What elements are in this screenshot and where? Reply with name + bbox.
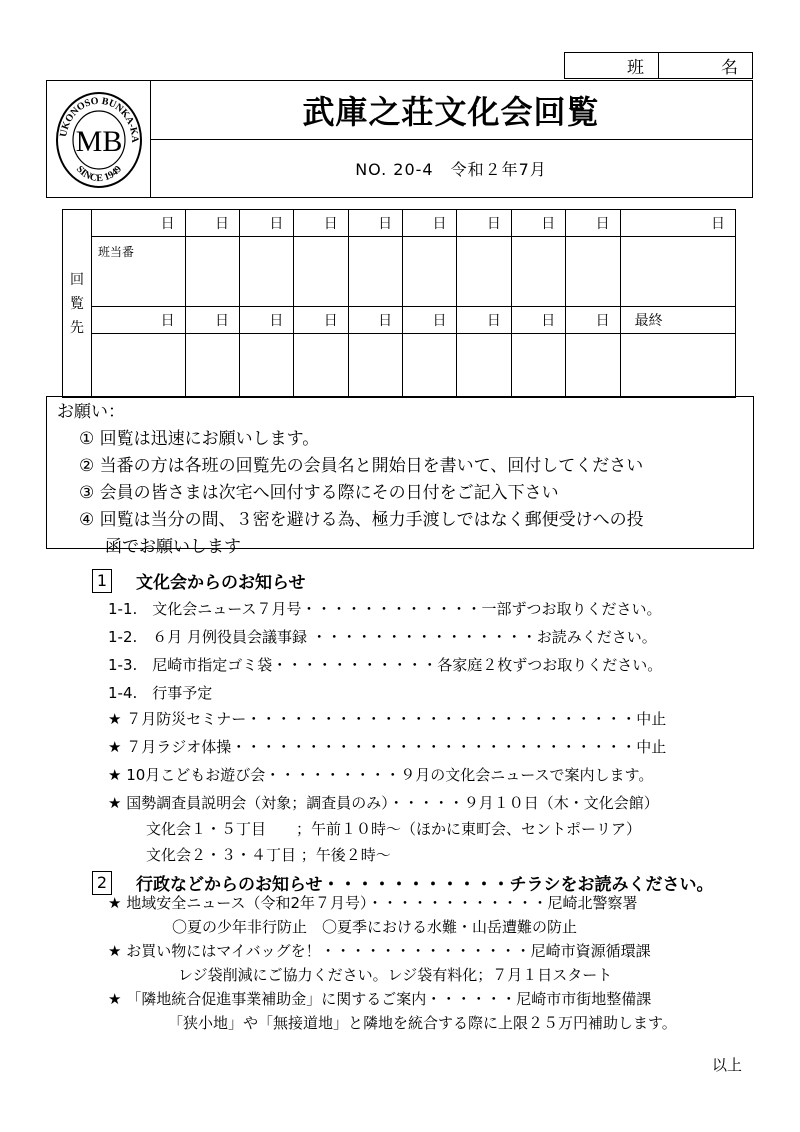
date-cell: 日 xyxy=(511,307,565,334)
request-item-continued: 函でお願いします xyxy=(105,537,241,557)
date-cell: 日 xyxy=(92,307,186,334)
notice-line: ★ 10月こどもお遊び会・・・・・・・・・９月の文化会ニュースで案内します。 xyxy=(108,766,654,784)
date-cell: 日 xyxy=(620,210,735,237)
request-item: ④ 回覧は当分の間、３密を避ける為、極力手渡しではなく郵便受けへの投 xyxy=(79,510,644,530)
member-cell xyxy=(185,334,239,398)
logo-since-text: SINCE 1949 xyxy=(73,163,125,185)
closing-text: 以上 xyxy=(712,1056,743,1074)
notice-line: ★ お買い物にはマイバッグを！・・・・・・・・・・・・・・尼崎市資源循環課 xyxy=(108,942,651,960)
section2-number: 2 xyxy=(92,871,112,895)
notice-line: 1-3. 尼崎市指定ゴミ袋・・・・・・・・・・・各家庭２枚ずつお取りください。 xyxy=(108,656,663,674)
member-cell xyxy=(457,237,511,307)
member-cell xyxy=(185,237,239,307)
date-cell: 日 xyxy=(403,307,457,334)
duty-cell: 班当番 xyxy=(92,237,186,307)
notice-line: 1-2. ６月 月例役員会議事録 ・・・・・・・・・・・・・・・お読みください。 xyxy=(108,628,657,646)
section1-title: 文化会からのお知らせ xyxy=(136,573,306,593)
member-cell xyxy=(348,237,402,307)
notice-line: 1-1. 文化会ニュース７月号・・・・・・・・・・・・一部ずつお取りください。 xyxy=(108,600,662,618)
date-cell: 日 xyxy=(185,210,239,237)
header-box xyxy=(46,80,753,198)
date-cell: 日 xyxy=(457,307,511,334)
date-cell: 日 xyxy=(566,307,620,334)
member-cell xyxy=(294,237,348,307)
notice-line: 文化会１・５丁目 ；午前１０時～（ほかに東町会、セントポーリア） xyxy=(146,820,642,838)
requests-box xyxy=(46,396,754,557)
notice-line: 文化会２・３・４丁目 ；午後２時～ xyxy=(146,846,391,864)
member-cell xyxy=(239,334,293,398)
date-cell: 日 xyxy=(239,307,293,334)
date-cell: 日 xyxy=(294,210,348,237)
logo-ring-text: UKONOSO BUNKA-KA xyxy=(58,95,141,143)
notice-line: ★ ７月ラジオ体操・・・・・・・・・・・・・・・・・・・・・・・・・・・中止 xyxy=(108,738,667,756)
logo-cell xyxy=(47,81,151,197)
section1-number: 1 xyxy=(92,569,112,593)
member-cell xyxy=(620,237,735,307)
date-cell: 日 xyxy=(348,307,402,334)
member-cell xyxy=(403,334,457,398)
notice-line: ★ 「隣地統合促進事業補助金」に関するご案内・・・・・・尼崎市市街地整備課 xyxy=(108,990,652,1008)
mb-logo xyxy=(47,81,150,197)
member-cell xyxy=(348,334,402,398)
member-cell xyxy=(457,334,511,398)
member-cell xyxy=(566,237,620,307)
date-cell: 日 xyxy=(185,307,239,334)
group-label: 班 xyxy=(565,53,659,78)
request-item: ① 回覧は迅速にお願いします。 xyxy=(79,429,320,449)
member-cell xyxy=(620,334,735,398)
date-cell: 日 xyxy=(294,307,348,334)
notice-line: ★ ７月防災セミナー・・・・・・・・・・・・・・・・・・・・・・・・・・中止 xyxy=(108,710,667,728)
final-cell: 最終 xyxy=(620,307,735,334)
date-cell: 日 xyxy=(92,210,186,237)
circulation-side-label: 回 覧 先 xyxy=(63,210,92,398)
date-cell: 日 xyxy=(457,210,511,237)
date-cell: 日 xyxy=(239,210,293,237)
request-item: ③ 会員の皆さまは次宅へ回付する際にその日付をご記入下さい xyxy=(79,483,559,503)
svg-text:SINCE 1949 xyxy=(74,164,124,184)
page-title: 武庫之荘文化会回覧 xyxy=(150,81,752,140)
notice-line: ★ 国勢調査員説明会（対象；調査員のみ）・・・・・９月１０日（木・文化会館） xyxy=(108,794,659,812)
date-cell: 日 xyxy=(403,210,457,237)
requests-title: お願い： xyxy=(57,402,125,422)
member-cell xyxy=(511,237,565,307)
notice-line: 〇夏の少年非行防止 〇夏季における水難・山岳遭難の防止 xyxy=(172,918,578,936)
notice-line: ★ 地域安全ニュース（令和2年７月号）・・・・・・・・・・・・尼崎北警察署 xyxy=(108,894,638,912)
member-cell xyxy=(92,334,186,398)
name-label: 名 xyxy=(721,58,738,78)
section2-title: 行政などからのお知らせ・・・・・・・・・・・チラシをお読みください。 xyxy=(136,875,714,895)
logo-monogram: MB xyxy=(75,125,123,158)
member-cell xyxy=(239,237,293,307)
date-cell: 日 xyxy=(511,210,565,237)
date-cell: 日 xyxy=(566,210,620,237)
notice-line: 1-4. 行事予定 xyxy=(108,684,213,702)
circulation-table xyxy=(62,209,736,398)
section1-heading xyxy=(92,568,306,593)
member-cell xyxy=(566,334,620,398)
member-cell xyxy=(294,334,348,398)
request-item: ② 当番の方は各班の回覧先の会員名と開始日を書いて、回付してください xyxy=(79,456,644,476)
member-cell xyxy=(403,237,457,307)
group-name-box xyxy=(564,52,753,79)
notice-line: レジ袋削減にご協力ください。レジ袋有料化；７月１日スタート xyxy=(178,966,613,984)
date-cell: 日 xyxy=(348,210,402,237)
member-cell xyxy=(511,334,565,398)
issue-info: NO. 20-4 令和２年7月 xyxy=(355,159,547,179)
notice-line: 「狭小地」や「無接道地」と隣地を統合する際に上限２５万円補助します。 xyxy=(168,1014,677,1032)
